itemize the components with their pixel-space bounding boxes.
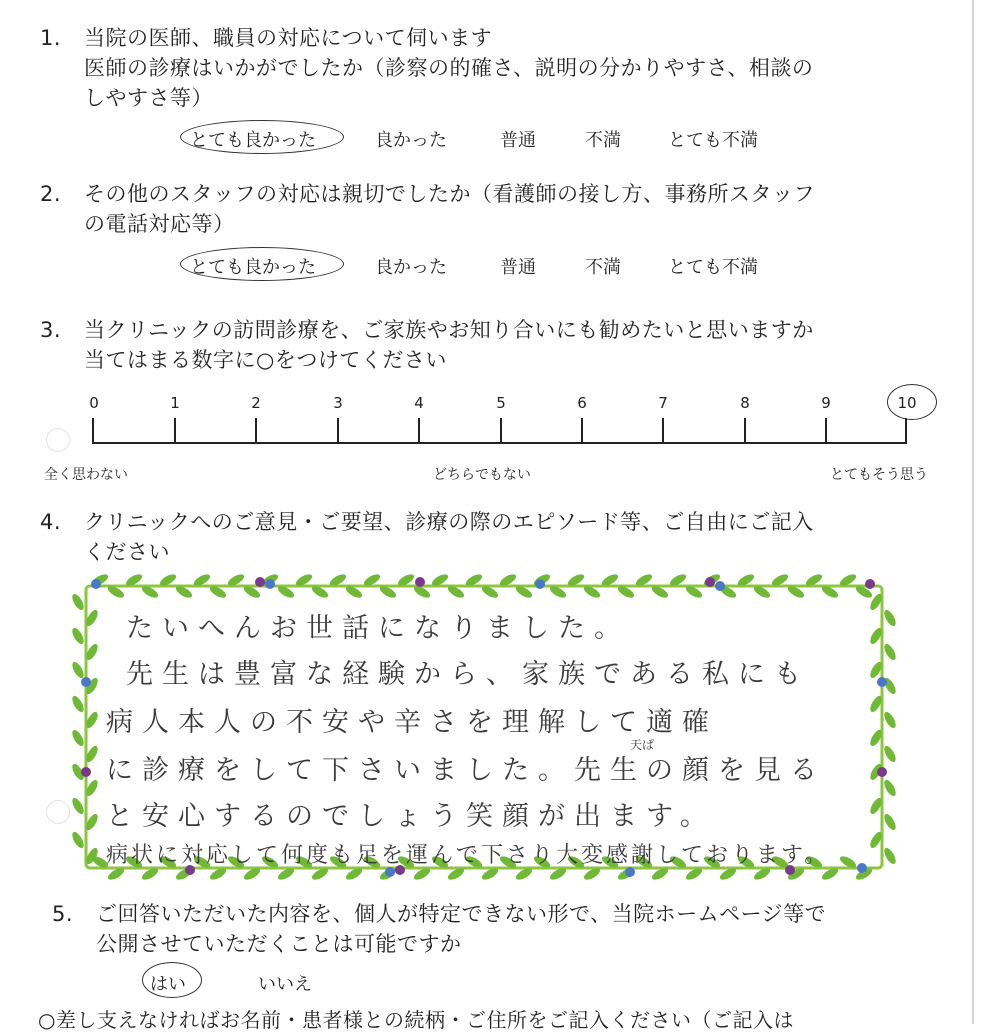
leaf-decoration — [70, 660, 86, 680]
option-good[interactable]: 良かった — [375, 257, 447, 278]
footer-text: ○差し支えなければお名前・患者様との続柄・ご住所をご記入ください（ご記入は — [38, 1008, 794, 1032]
scale-tick — [662, 418, 664, 444]
selection-circle-mark — [180, 247, 344, 281]
rating-scale — [40, 390, 960, 490]
scale-caption-right: とてもそう思う — [830, 467, 928, 483]
leaf-decoration — [70, 796, 86, 816]
leaf-decoration — [70, 592, 86, 612]
leaf-decoration — [882, 744, 898, 764]
question-number: 3. — [40, 318, 62, 342]
handwritten-line: 病状に対応して何度も足を運んで下さり大変感謝しております。 — [106, 843, 830, 868]
scale-tick — [825, 418, 827, 444]
question-number: 1. — [40, 26, 62, 50]
scale-tick — [581, 418, 583, 444]
option-no[interactable]: いいえ — [258, 974, 312, 995]
scale-tick — [905, 418, 907, 444]
option-good[interactable]: 良かった — [375, 130, 447, 151]
scale-label[interactable]: 6 — [577, 394, 587, 412]
leaf-decoration — [70, 626, 86, 646]
q2-options — [0, 253, 984, 283]
question-text: の電話対応等） — [84, 212, 235, 236]
question-text: ご回答いただいた内容を、個人が特定できない形で、当院ホームページ等で — [96, 902, 827, 926]
question-number: 2. — [40, 182, 62, 206]
footer-note — [38, 1006, 968, 1034]
leaf-decoration — [882, 812, 898, 832]
scale-label[interactable]: 1 — [170, 394, 180, 412]
scale-label[interactable]: 4 — [414, 394, 424, 412]
berry-decoration — [535, 579, 545, 589]
question-text: その他のスタッフの対応は親切でしたか（看護師の接し方、事務所スタッフ — [84, 182, 815, 206]
handwritten-line: 病人本人の不安や辛さを理解して適確 — [106, 707, 718, 738]
option-very-good[interactable]: とても良かった — [190, 257, 316, 278]
scale-label[interactable]: 7 — [658, 394, 668, 412]
scale-tick — [500, 418, 502, 444]
option-yes[interactable]: はい — [150, 974, 186, 995]
handwritten-insert-mark: 天ぱ — [630, 738, 655, 752]
question-text: ください — [84, 540, 170, 564]
binder-hole — [46, 800, 70, 824]
scale-tick — [337, 418, 339, 444]
question-text: クリニックへのご意見・ご要望、診療の際のエピソード等、ご自由にご記入 — [84, 510, 814, 534]
question-text: 当クリニックの訪問診療を、ご家族やお知り合いにも勧めたいと思いますか — [84, 318, 814, 342]
selection-circle-mark — [180, 120, 344, 154]
selection-circle-mark — [142, 962, 202, 998]
question-1 — [40, 24, 940, 114]
question-4 — [40, 508, 940, 568]
question-text: 当てはまる数字に○をつけてください — [84, 348, 447, 372]
berry-decoration — [877, 767, 887, 777]
leaf-decoration — [882, 642, 898, 662]
scale-label[interactable]: 5 — [496, 394, 506, 412]
berry-decoration — [265, 579, 275, 589]
berry-decoration — [705, 577, 715, 587]
leaf-decoration — [882, 608, 898, 628]
scale-label[interactable]: 9 — [821, 394, 831, 412]
option-normal[interactable]: 普通 — [500, 257, 536, 278]
scale-caption-middle: どちらでもない — [433, 467, 531, 483]
berry-decoration — [715, 581, 725, 591]
handwritten-line: 先生は豊富な経験から、家族である私にも — [126, 659, 810, 690]
q1-options — [0, 126, 984, 156]
question-text: しやすさ等） — [84, 86, 213, 110]
question-text: 公開させていただくことは可能ですか — [96, 932, 462, 956]
leaf-decoration — [70, 830, 86, 850]
selection-circle-mark — [887, 384, 937, 420]
handwritten-line: と安心するのでしょう笑顔が出ます。 — [106, 801, 716, 832]
option-very-dissatisfied[interactable]: とても不満 — [668, 130, 758, 151]
scale-caption-left: 全く思わない — [44, 467, 128, 483]
berry-decoration — [857, 863, 867, 873]
leaf-decoration — [70, 728, 86, 748]
question-number: 5. — [52, 902, 74, 926]
berry-decoration — [865, 579, 875, 589]
scale-axis — [92, 442, 906, 444]
q5-options — [0, 970, 984, 1000]
question-5 — [40, 900, 940, 960]
scale-label[interactable]: 2 — [251, 394, 261, 412]
scale-tick — [744, 418, 746, 444]
handwritten-line: に診療をして下さいました。先生の顔を見る — [106, 755, 826, 786]
scale-label[interactable]: 0 — [89, 394, 99, 412]
berry-decoration — [91, 579, 101, 589]
option-dissatisfied[interactable]: 不満 — [585, 130, 621, 151]
berry-decoration — [81, 767, 91, 777]
option-very-good[interactable]: とても良かった — [190, 130, 316, 151]
question-number: 4. — [40, 510, 62, 534]
question-3 — [40, 316, 940, 376]
option-normal[interactable]: 普通 — [500, 130, 536, 151]
berry-decoration — [255, 577, 265, 587]
berry-decoration — [415, 577, 425, 587]
option-dissatisfied[interactable]: 不満 — [585, 257, 621, 278]
scale-tick — [418, 418, 420, 444]
scale-label[interactable]: 3 — [333, 394, 343, 412]
option-very-dissatisfied[interactable]: とても不満 — [668, 257, 758, 278]
scale-label[interactable]: 8 — [740, 394, 750, 412]
question-2 — [40, 180, 940, 240]
berry-decoration — [877, 677, 887, 687]
leaf-decoration — [882, 846, 898, 866]
scale-tick — [174, 418, 176, 444]
handwritten-line: たいへんお世話になりました。 — [126, 613, 630, 644]
question-text: 医師の診療はいかがでしたか（診察の的確さ、説明の分かりやすさ、相談の — [84, 56, 814, 80]
comment-box[interactable] — [70, 572, 900, 884]
leaf-decoration — [70, 694, 86, 714]
leaf-decoration — [882, 778, 898, 798]
leaf-decoration — [882, 710, 898, 730]
berry-decoration — [81, 677, 91, 687]
scale-tick — [92, 418, 94, 444]
question-text: 当院の医師、職員の対応について伺います — [84, 26, 493, 50]
scale-tick — [255, 418, 257, 444]
scale-label[interactable]: 10 — [897, 394, 917, 412]
